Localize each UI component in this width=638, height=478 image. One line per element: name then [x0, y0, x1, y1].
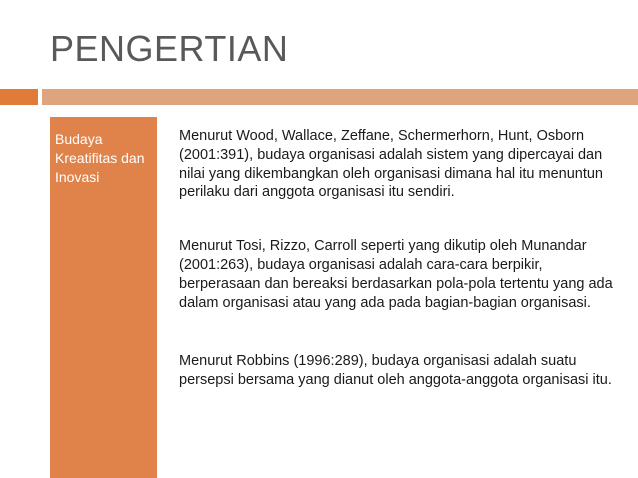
accent-bar-left [0, 89, 38, 105]
slide-title: PENGERTIAN [50, 28, 289, 69]
sidebar-panel [50, 117, 157, 478]
paragraph-robbins: Menurut Robbins (1996:289), budaya organisasi adalah suatu persepsi bersama yang dianut oleh anggota-anggota organisasi itu. [179, 353, 612, 389]
paragraph-tosi: Menurut Tosi, Rizzo, Carroll seperti yang dikutip oleh Munandar (2001:263), budaya organisasi adalah cara-cara berpikir, berperasaan dan bereaksi berdasarkan pola-pola tertentu yang ada dalam organisasi atau yang ada pada bagian-bagian organisasi. [179, 238, 613, 311]
paragraph-wood: Menurut Wood, Wallace, Zeffane, Schermerhorn, Hunt, Osborn (2001:391), budaya organisasi adalah sistem yang dipercayai dan nilai yang dikembangkan oleh organisasi dimana hal itu menuntun perilaku dari anggota organisasi itu sendiri. [179, 128, 603, 201]
content-area [179, 127, 624, 390]
sidebar-label: Budaya Kreatifitas dan Inovasi [55, 131, 145, 185]
accent-bar-right [42, 89, 638, 105]
